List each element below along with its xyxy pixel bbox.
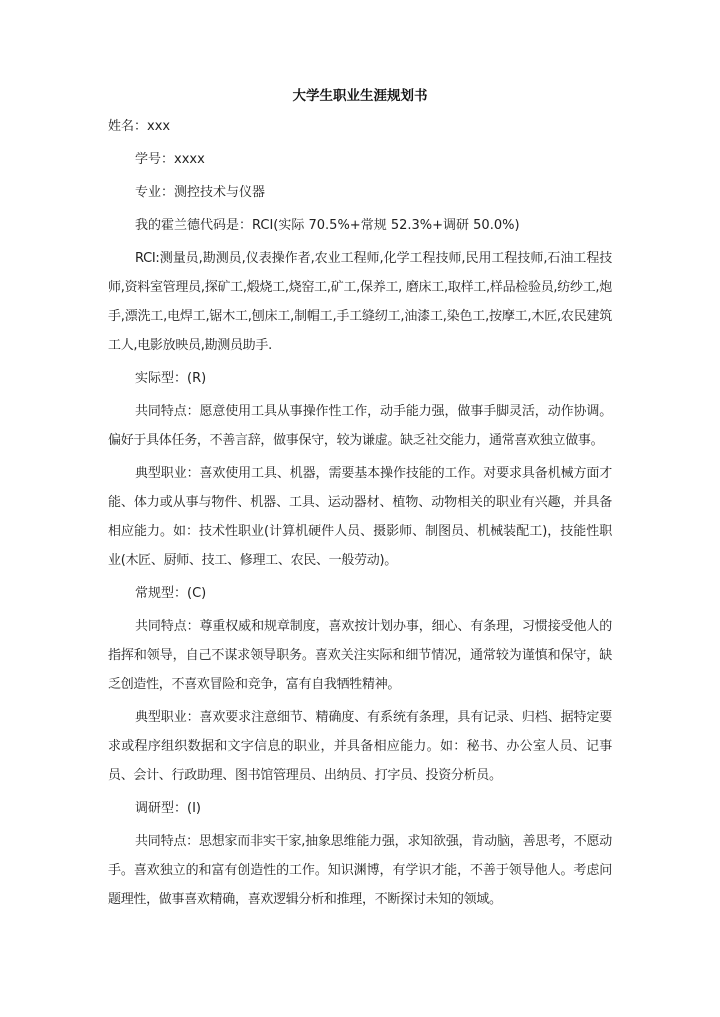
investigative-traits-paragraph: 共同特点：思想家而非实干家,抽象思维能力强，求知欲强，肯动脑，善思考，不愿动手。喜欢独立的和富有创造性的工作。知识渊博，有学识才能，不善于领导他人。考虑问题理性，做事喜欢精确，喜欢逻辑分析和推理，不断探讨未知的领域。 [108, 834, 612, 907]
name-line: 姓名：xxx [108, 119, 171, 134]
conventional-traits-paragraph: 共同特点：尊重权威和规章制度，喜欢按计划办事，细心、有条理，习惯接受他人的指挥和领导，自己不谋求领导职务。喜欢关注实际和细节情况，通常较为谨慎和保守，缺乏创造性，不喜欢冒险和竞争，富有自我牺牲精神。 [108, 619, 612, 692]
realistic-traits-paragraph: 共同特点：愿意使用工具从事操作性工作，动手能力强，做事手脚灵活，动作协调。偏好于具体任务，不善言辞，做事保守，较为谦虚。缺乏社交能力，通常喜欢独立做事。 [108, 404, 612, 448]
conventional-heading: 常规型：(C) [135, 586, 207, 601]
holland-code-line: 我的霍兰德代码是：RCI(实际 70.5%+常规 52.3%+调研 50.0%) [135, 218, 520, 233]
major-line: 专业：测控技术与仪器 [135, 185, 266, 200]
student-id-line: 学号：xxxx [135, 152, 205, 167]
document-title: 大学生职业生涯规划书 [292, 88, 428, 104]
investigative-heading: 调研型：(I) [135, 801, 201, 816]
rci-jobs-paragraph: RCI:测量员,勘测员,仪表操作者,农业工程师,化学工程技师,民用工程技师,石油工程技师,资料室管理员,探矿工,煅烧工,烧窑工,矿工,保养工, 磨床工,取样工,样品检验员,纺纱工,炮手,漂洗工,电焊工,锯木工,刨床工,制帽工,手工缝纫工,油漆工,染色工,按摩工,木匠,农民建筑工人,电影放映员,勘测员助手. [108, 251, 612, 353]
realistic-heading: 实际型：(R) [135, 371, 207, 386]
conventional-jobs-paragraph: 典型职业：喜欢要求注意细节、精确度、有系统有条理，具有记录、归档、据特定要求或程序组织数据和文字信息的职业，并具备相应能力。如：秘书、办公室人员、记事员、会计、行政助理、图书馆管理员、出纳员、打字员、投资分析员。 [108, 710, 612, 783]
realistic-jobs-paragraph: 典型职业：喜欢使用工具、机器，需要基本操作技能的工作。对要求具备机械方面才能、体力或从事与物件、机器、工具、运动器材、植物、动物相关的职业有兴趣，并具备相应能力。如：技术性职业(计算机硬件人员、摄影师、制图员、机械装配工)，技能性职业(木匠、厨师、技工、修理工、农民、一般劳动)。 [108, 466, 612, 568]
